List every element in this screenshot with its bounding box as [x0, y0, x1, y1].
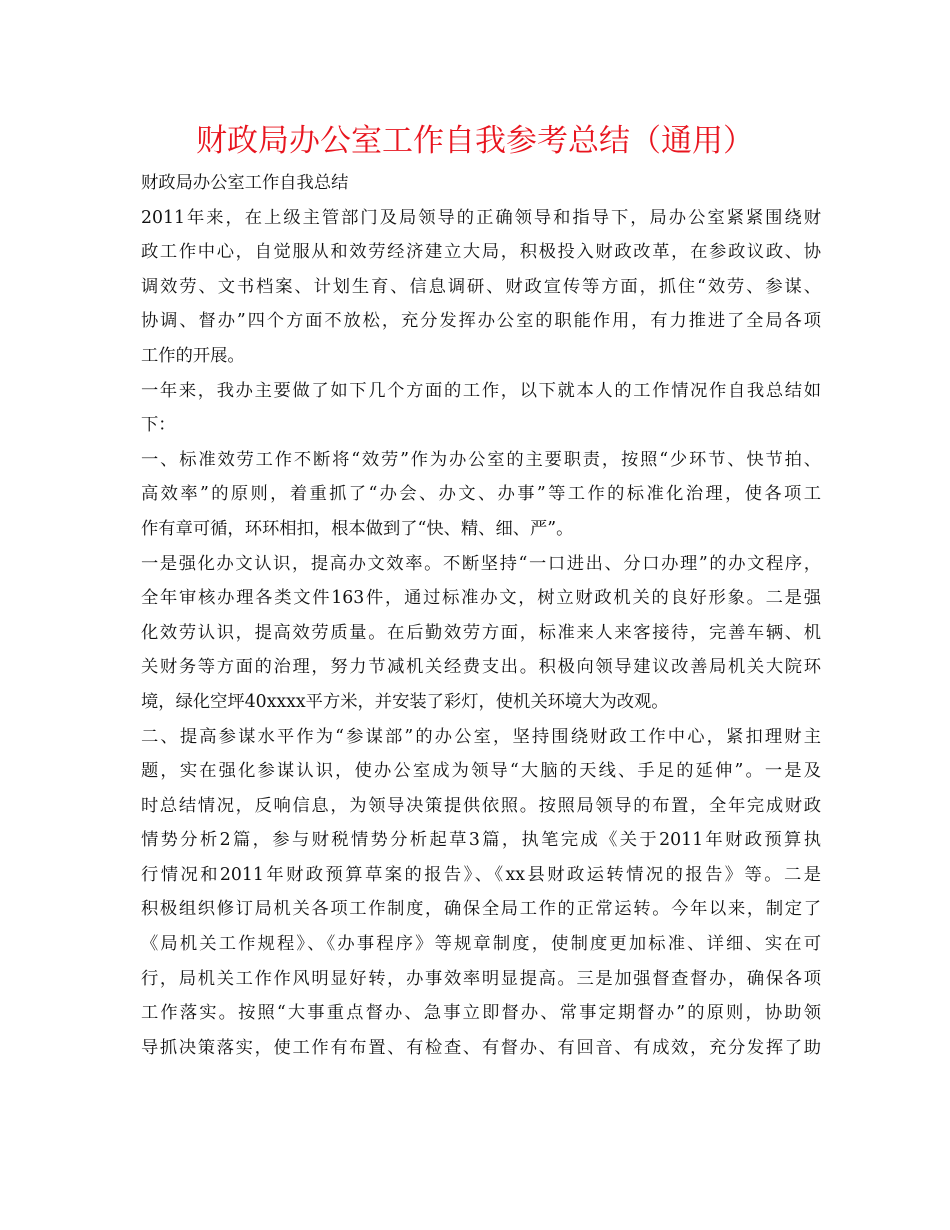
body-line: 情势分析2篇，参与财税情势分析起草3篇，执笔完成《关于2011年财政预算执: [141, 830, 821, 851]
document-title: 财政局办公室工作自我参考总结（通用）: [196, 123, 754, 159]
body-line: 化效劳认识，提高效劳质量。在后勤效劳方面，标准来人来客接待，完善车辆、机: [141, 622, 821, 643]
body-line: 作有章可循，环环相扣，根本做到了“快、精、细、严”。: [141, 518, 574, 539]
body-line: 全年审核办理各类文件163件，通过标准办文，树立财政机关的良好形象。二是强: [141, 588, 821, 609]
body-line: 二、提高参谋水平作为“参谋部”的办公室，坚持围绕财政工作中心，紧扣理财主: [141, 726, 821, 747]
body-line: 一年来，我办主要做了如下几个方面的工作，以下就本人的工作情况作自我总结如: [141, 380, 821, 401]
body-line: 一、标准效劳工作不断将“效劳”作为办公室的主要职责，按照“少环节、快节拍、: [141, 449, 821, 470]
body-line: 一是强化办文认识，提高办文效率。不断坚持“一口进出、分口办理”的办文程序，: [141, 553, 821, 574]
body-line: 工作落实。按照“大事重点督办、急事立即督办、常事定期督办”的原则，协助领: [141, 1003, 821, 1024]
body-line: 工作的开展。: [141, 345, 245, 366]
body-line: 境，绿化空坪40xxxx平方米，并安装了彩灯，使机关环境大为改观。: [141, 691, 669, 712]
body-line: 政工作中心，自觉服从和效劳经济建立大局，积极投入财政改革，在参政议政、协: [141, 242, 821, 263]
body-line: 高效率”的原则，着重抓了“办会、办文、办事”等工作的标准化治理，使各项工: [141, 484, 821, 505]
body-line: 《局机关工作规程》、《办事程序》等规章制度，使制度更加标准、详细、实在可: [141, 934, 821, 955]
body-line: 2011年来，在上级主管部门及局领导的正确领导和指导下，局办公室紧紧围绕财: [141, 207, 821, 228]
document-body: [141, 166, 821, 1065]
body-line: 财政局办公室工作自我总结: [141, 173, 349, 193]
body-line: 协调、督办”四个方面不放松，充分发挥办公室的职能作用，有力推进了全局各项: [141, 311, 821, 332]
body-line: 行，局机关工作作风明显好转，办事效率明显提高。三是加强督查督办，确保各项: [141, 968, 821, 989]
body-line: 行情况和2011年财政预算草案的报告》、《xx县财政运转情况的报告》等。二是: [141, 864, 821, 885]
body-line: 下：: [141, 415, 176, 436]
body-line: 关财务等方面的治理，努力节减机关经费支出。积极向领导建议改善局机关大院环: [141, 657, 821, 678]
body-line: 积极组织修订局机关各项工作制度，确保全局工作的正常运转。今年以来，制定了: [141, 899, 821, 920]
body-line: 导抓决策落实，使工作有布置、有检查、有督办、有回音、有成效，充分发挥了助: [141, 1037, 821, 1058]
body-line: 题，实在强化参谋认识，使办公室成为领导“大脑的天线、手足的延伸”。一是及: [141, 761, 821, 782]
body-line: 调效劳、文书档案、计划生育、信息调研、财政宣传等方面，抓住“效劳、参谋、: [141, 276, 821, 297]
body-line: 时总结情况，反响信息，为领导决策提供依照。按照局领导的布置，全年完成财政: [141, 795, 821, 816]
